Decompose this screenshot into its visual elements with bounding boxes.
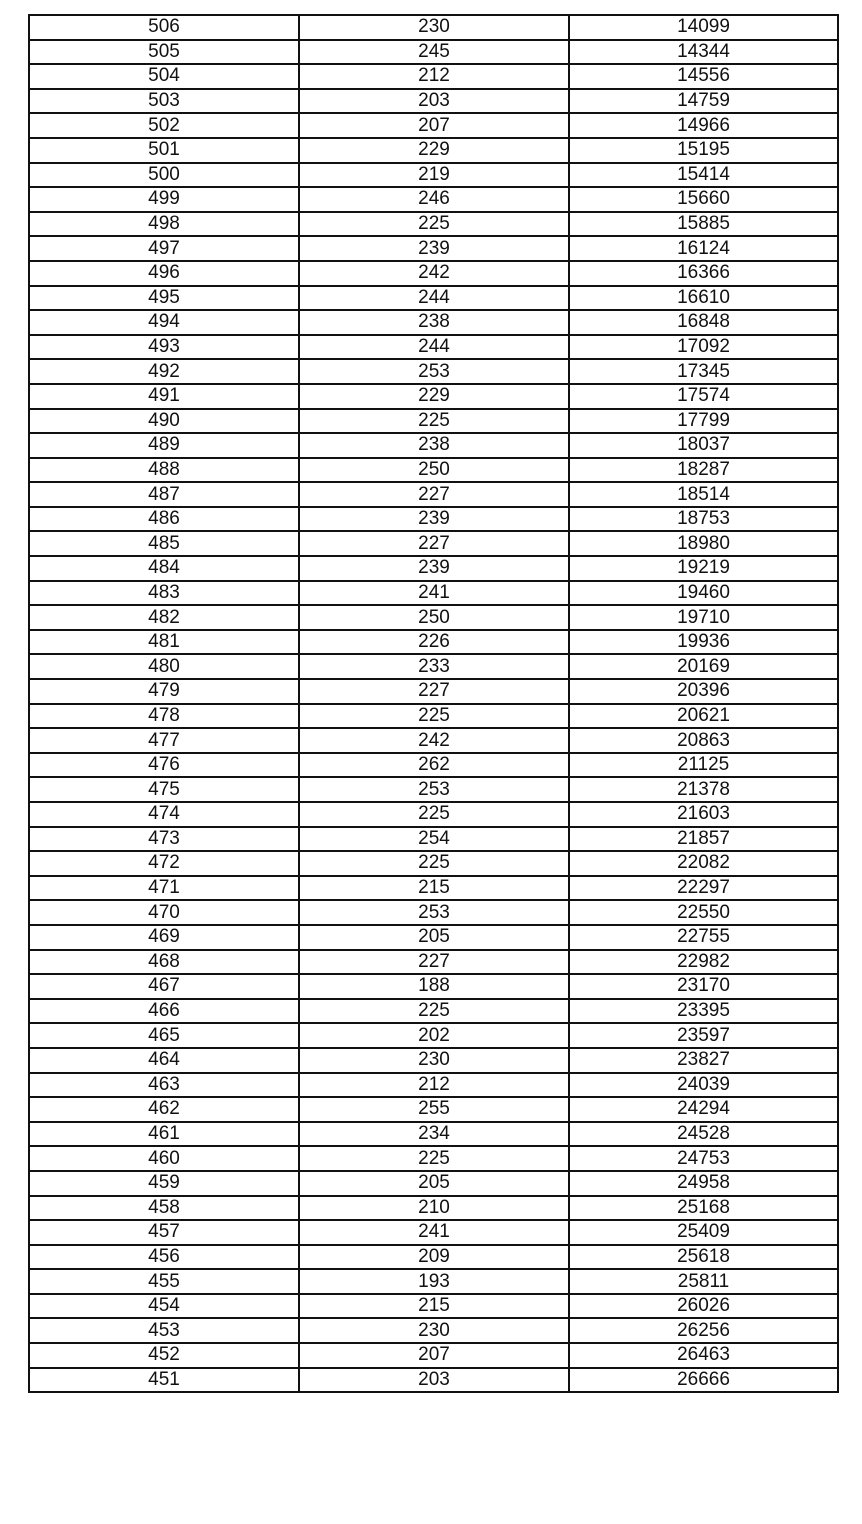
count-cell: 225 [299,704,569,729]
cumulative-cell: 16366 [569,261,838,286]
count-cell: 215 [299,876,569,901]
score-cell: 463 [29,1073,299,1098]
score-cell: 495 [29,286,299,311]
table-row [29,15,838,40]
score-cell: 478 [29,704,299,729]
score-cell: 457 [29,1220,299,1245]
table-row [29,1023,838,1048]
table-row [29,753,838,778]
score-cell: 502 [29,113,299,138]
score-cell: 483 [29,581,299,606]
table-row [29,286,838,311]
cumulative-cell: 16124 [569,236,838,261]
cumulative-cell: 14099 [569,15,838,40]
score-cell: 488 [29,458,299,483]
score-cell: 459 [29,1171,299,1196]
score-cell: 498 [29,212,299,237]
cumulative-cell: 15414 [569,163,838,188]
score-cell: 474 [29,802,299,827]
cumulative-cell: 20863 [569,728,838,753]
score-cell: 460 [29,1146,299,1171]
count-cell: 225 [299,999,569,1024]
score-cell: 500 [29,163,299,188]
table-row [29,605,838,630]
count-cell: 241 [299,1220,569,1245]
table-row [29,64,838,89]
table-row [29,679,838,704]
table-row [29,163,838,188]
count-cell: 212 [299,1073,569,1098]
count-cell: 242 [299,728,569,753]
count-cell: 219 [299,163,569,188]
count-cell: 225 [299,212,569,237]
cumulative-cell: 23597 [569,1023,838,1048]
table-row [29,581,838,606]
score-cell: 476 [29,753,299,778]
cumulative-cell: 14556 [569,64,838,89]
count-cell: 209 [299,1245,569,1270]
count-cell: 262 [299,753,569,778]
cumulative-cell: 20169 [569,654,838,679]
count-cell: 230 [299,15,569,40]
score-cell: 470 [29,900,299,925]
count-cell: 225 [299,851,569,876]
table-row [29,409,838,434]
cumulative-cell: 16848 [569,310,838,335]
score-cell: 455 [29,1269,299,1294]
score-table-body [29,15,838,1392]
table-row [29,335,838,360]
score-cell: 467 [29,974,299,999]
count-cell: 215 [299,1294,569,1319]
score-cell: 481 [29,630,299,655]
score-cell: 465 [29,1023,299,1048]
table-row [29,556,838,581]
table-row [29,1171,838,1196]
table-row [29,827,838,852]
score-cell: 477 [29,728,299,753]
cumulative-cell: 22297 [569,876,838,901]
cumulative-cell: 15195 [569,138,838,163]
cumulative-cell: 18287 [569,458,838,483]
score-cell: 452 [29,1343,299,1368]
cumulative-cell: 18037 [569,433,838,458]
table-row [29,728,838,753]
score-cell: 484 [29,556,299,581]
count-cell: 254 [299,827,569,852]
count-cell: 225 [299,802,569,827]
score-cell: 458 [29,1196,299,1221]
cumulative-cell: 26463 [569,1343,838,1368]
table-row [29,1073,838,1098]
table-row [29,236,838,261]
score-cell: 475 [29,777,299,802]
cumulative-cell: 25168 [569,1196,838,1221]
table-row [29,1343,838,1368]
table-row [29,1245,838,1270]
score-cell: 494 [29,310,299,335]
count-cell: 239 [299,556,569,581]
score-cell: 482 [29,605,299,630]
cumulative-cell: 19219 [569,556,838,581]
count-cell: 241 [299,581,569,606]
score-cell: 454 [29,1294,299,1319]
table-row [29,113,838,138]
count-cell: 253 [299,777,569,802]
score-cell: 489 [29,433,299,458]
table-row [29,1269,838,1294]
score-cell: 472 [29,851,299,876]
count-cell: 238 [299,310,569,335]
score-cell: 453 [29,1318,299,1343]
cumulative-cell: 21603 [569,802,838,827]
cumulative-cell: 14344 [569,40,838,65]
table-row [29,261,838,286]
count-cell: 227 [299,531,569,556]
score-cell: 486 [29,507,299,532]
cumulative-cell: 24753 [569,1146,838,1171]
score-cell: 480 [29,654,299,679]
cumulative-cell: 18514 [569,482,838,507]
count-cell: 242 [299,261,569,286]
table-row [29,1097,838,1122]
score-table [28,14,839,1393]
cumulative-cell: 18980 [569,531,838,556]
table-row [29,1368,838,1393]
score-cell: 505 [29,40,299,65]
table-row [29,458,838,483]
table-row [29,876,838,901]
count-cell: 229 [299,138,569,163]
score-cell: 503 [29,89,299,114]
count-cell: 227 [299,950,569,975]
count-cell: 227 [299,482,569,507]
cumulative-cell: 23827 [569,1048,838,1073]
count-cell: 229 [299,384,569,409]
score-cell: 461 [29,1122,299,1147]
table-row [29,802,838,827]
count-cell: 193 [299,1269,569,1294]
count-cell: 225 [299,1146,569,1171]
table-row [29,482,838,507]
table-row [29,507,838,532]
cumulative-cell: 19460 [569,581,838,606]
count-cell: 244 [299,286,569,311]
table-row [29,433,838,458]
cumulative-cell: 22982 [569,950,838,975]
cumulative-cell: 22755 [569,925,838,950]
score-cell: 504 [29,64,299,89]
count-cell: 203 [299,89,569,114]
score-cell: 462 [29,1097,299,1122]
count-cell: 239 [299,236,569,261]
count-cell: 212 [299,64,569,89]
score-cell: 456 [29,1245,299,1270]
score-cell: 485 [29,531,299,556]
table-row [29,630,838,655]
table-row [29,310,838,335]
score-cell: 499 [29,187,299,212]
table-row [29,531,838,556]
cumulative-cell: 16610 [569,286,838,311]
count-cell: 205 [299,1171,569,1196]
table-row [29,999,838,1024]
table-row [29,1318,838,1343]
cumulative-cell: 14966 [569,113,838,138]
count-cell: 226 [299,630,569,655]
count-cell: 227 [299,679,569,704]
score-cell: 496 [29,261,299,286]
table-row [29,40,838,65]
count-cell: 207 [299,113,569,138]
score-cell: 451 [29,1368,299,1393]
count-cell: 210 [299,1196,569,1221]
score-cell: 491 [29,384,299,409]
cumulative-cell: 25409 [569,1220,838,1245]
count-cell: 250 [299,605,569,630]
cumulative-cell: 22550 [569,900,838,925]
score-cell: 473 [29,827,299,852]
table-row [29,777,838,802]
table-row [29,654,838,679]
cumulative-cell: 17345 [569,359,838,384]
cumulative-cell: 26256 [569,1318,838,1343]
count-cell: 188 [299,974,569,999]
table-row [29,974,838,999]
table-row [29,704,838,729]
score-cell: 469 [29,925,299,950]
score-cell: 497 [29,236,299,261]
count-cell: 250 [299,458,569,483]
cumulative-cell: 26666 [569,1368,838,1393]
count-cell: 245 [299,40,569,65]
cumulative-cell: 17799 [569,409,838,434]
cumulative-cell: 15885 [569,212,838,237]
cumulative-cell: 21378 [569,777,838,802]
table-row [29,384,838,409]
cumulative-cell: 17092 [569,335,838,360]
count-cell: 207 [299,1343,569,1368]
table-row [29,851,838,876]
table-row [29,900,838,925]
cumulative-cell: 24039 [569,1073,838,1098]
table-row [29,359,838,384]
cumulative-cell: 25618 [569,1245,838,1270]
count-cell: 255 [299,1097,569,1122]
score-cell: 466 [29,999,299,1024]
cumulative-cell: 24958 [569,1171,838,1196]
cumulative-cell: 14759 [569,89,838,114]
cumulative-cell: 24528 [569,1122,838,1147]
cumulative-cell: 15660 [569,187,838,212]
cumulative-cell: 21857 [569,827,838,852]
score-cell: 487 [29,482,299,507]
count-cell: 225 [299,409,569,434]
score-cell: 471 [29,876,299,901]
cumulative-cell: 18753 [569,507,838,532]
table-row [29,950,838,975]
table-row [29,212,838,237]
cumulative-cell: 20621 [569,704,838,729]
cumulative-cell: 25811 [569,1269,838,1294]
table-row [29,1122,838,1147]
cumulative-cell: 22082 [569,851,838,876]
cumulative-cell: 20396 [569,679,838,704]
table-row [29,1196,838,1221]
score-cell: 468 [29,950,299,975]
count-cell: 253 [299,359,569,384]
cumulative-cell: 21125 [569,753,838,778]
table-row [29,1220,838,1245]
table-row [29,925,838,950]
score-cell: 490 [29,409,299,434]
count-cell: 203 [299,1368,569,1393]
score-cell: 464 [29,1048,299,1073]
score-cell: 479 [29,679,299,704]
cumulative-cell: 26026 [569,1294,838,1319]
score-cell: 506 [29,15,299,40]
score-cell: 501 [29,138,299,163]
count-cell: 234 [299,1122,569,1147]
cumulative-cell: 19710 [569,605,838,630]
cumulative-cell: 19936 [569,630,838,655]
count-cell: 244 [299,335,569,360]
cumulative-cell: 24294 [569,1097,838,1122]
score-cell: 493 [29,335,299,360]
count-cell: 253 [299,900,569,925]
table-row [29,187,838,212]
count-cell: 239 [299,507,569,532]
table-row [29,89,838,114]
cumulative-cell: 23395 [569,999,838,1024]
count-cell: 230 [299,1048,569,1073]
count-cell: 205 [299,925,569,950]
count-cell: 246 [299,187,569,212]
count-cell: 202 [299,1023,569,1048]
cumulative-cell: 23170 [569,974,838,999]
cumulative-cell: 17574 [569,384,838,409]
count-cell: 233 [299,654,569,679]
count-cell: 230 [299,1318,569,1343]
table-row [29,1294,838,1319]
table-row [29,1048,838,1073]
count-cell: 238 [299,433,569,458]
table-row [29,138,838,163]
table-row [29,1146,838,1171]
score-cell: 492 [29,359,299,384]
